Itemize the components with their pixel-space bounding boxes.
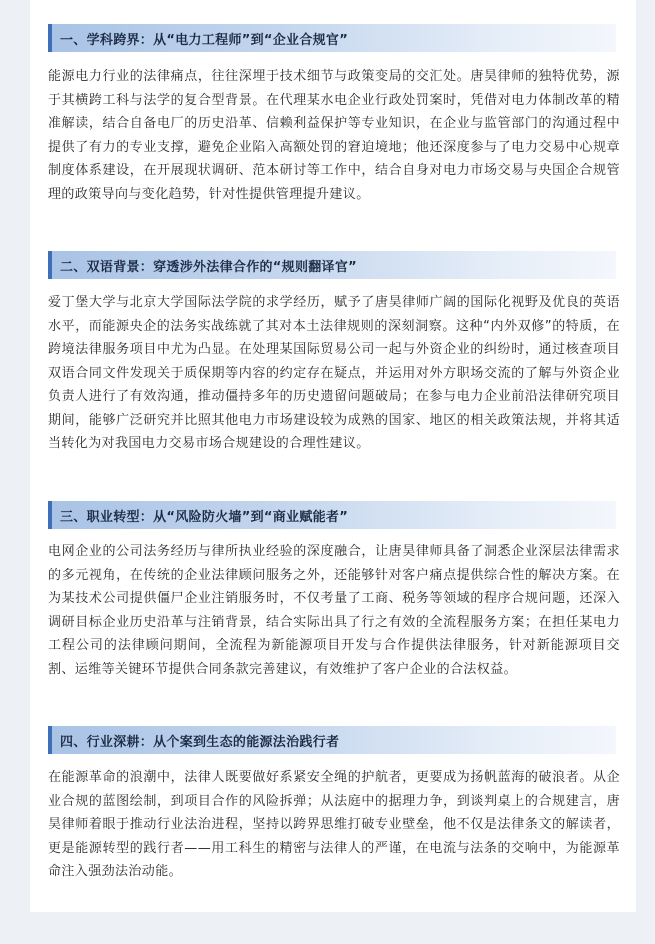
section-heading-3-text: 三、职业转型：从“风险防火墙”到“商业赋能者” [60, 509, 349, 525]
section-body-1: 能源电力行业的法律痛点，往往深埋于技术细节与政策变局的交汇处。唐昊律师的独特优势，源于其横跨工科与法学的复合型背景。在代理某水电企业行政处罚案时，凭借对电力体制改革的精准解读，结合自备电厂的历史沿革、信赖利益保护等专业知识，在企业与监管部门的沟通过程中提供了有力的专业支撑，避免企业陷入高额处罚的窘迫境地；他还深度参与了电力交易中心规章制度体系建设，在开展现状调研、范本研讨等工作中，结合自身对电力市场交易与央国企合规管理的政策导向与变化趋势，针对性提供管理提升建议。 [48, 69, 620, 202]
section-body-2: 爱丁堡大学与北京大学国际法学院的求学经历，赋予了唐昊律师广阔的国际化视野及优良的英语水平，而能源央企的法务实战练就了其对本土法律规则的深刻洞察。这种“内外双修”的特质，在跨境法律服务项目中尤为凸显。在处理某国际贸易公司一起与外资企业的纠纷时，通过核查项目双语合同文件发现关于质保期等内容的约定存在疑点，并运用对外方职场交流的了解与外资企业负责人进行了有效沟通，推动僵持多年的历史遗留问题破局；在参与电力企业前沿法律研究项目期间，能够广泛研究并比照其他电力市场建设较为成熟的国家、地区的相关政策法规，并将其适当转化为对我国电力交易市场合规建设的合理性建议。 [48, 295, 620, 451]
article-card [30, 0, 636, 912]
section-heading-4 [48, 726, 616, 754]
section-body-3: 电网企业的公司法务经历与律所执业经验的深度融合，让唐昊律师具备了洞悉企业深层法律需求的多元视角，在传统的企业法律顾问服务之外，还能够针对客户痛点提供综合性的解决方案。在为某技术公司提供僵尸企业注销服务时，不仅考量了工商、税务等领域的程序合规问题，还深入调研目标企业历史沿革与注销背景，结合实际出具了行之有效的全流程服务方案；在担任某电力工程公司的法律顾问期间，全流程为新能源项目开发与合作提供法律服务，针对新能源项目交割、运维等关键环节提供合同条款完善建议，有效维护了客户企业的合法权益。 [48, 544, 620, 677]
section-heading-2-text: 二、双语背景：穿透涉外法律合作的“规则翻译官” [60, 259, 357, 275]
section-heading-1-text: 一、学科跨界：从“电力工程师”到“企业合规官” [60, 32, 349, 48]
section-heading-4-text: 四、行业深耕：从个案到生态的能源法治践行者 [60, 734, 340, 750]
section-heading-3 [48, 501, 616, 529]
section-body-4: 在能源革命的浪潮中，法律人既要做好系紧安全绳的护航者，更要成为扬帆蓝海的破浪者。从企业合规的蓝图绘制，到项目合作的风险拆弹；从法庭中的据理力争，到谈判桌上的合规建言，唐昊律师着眼于推动行业法治进程，坚持以跨界思维打破专业壁垒，他不仅是法律条文的解读者，更是能源转型的践行者——用工科生的精密与法律人的严谨，在电流与法条的交响中，为能源革命注入强劲法治动能。 [48, 770, 620, 879]
section-heading-2 [48, 251, 616, 279]
section-heading-1 [48, 24, 616, 52]
